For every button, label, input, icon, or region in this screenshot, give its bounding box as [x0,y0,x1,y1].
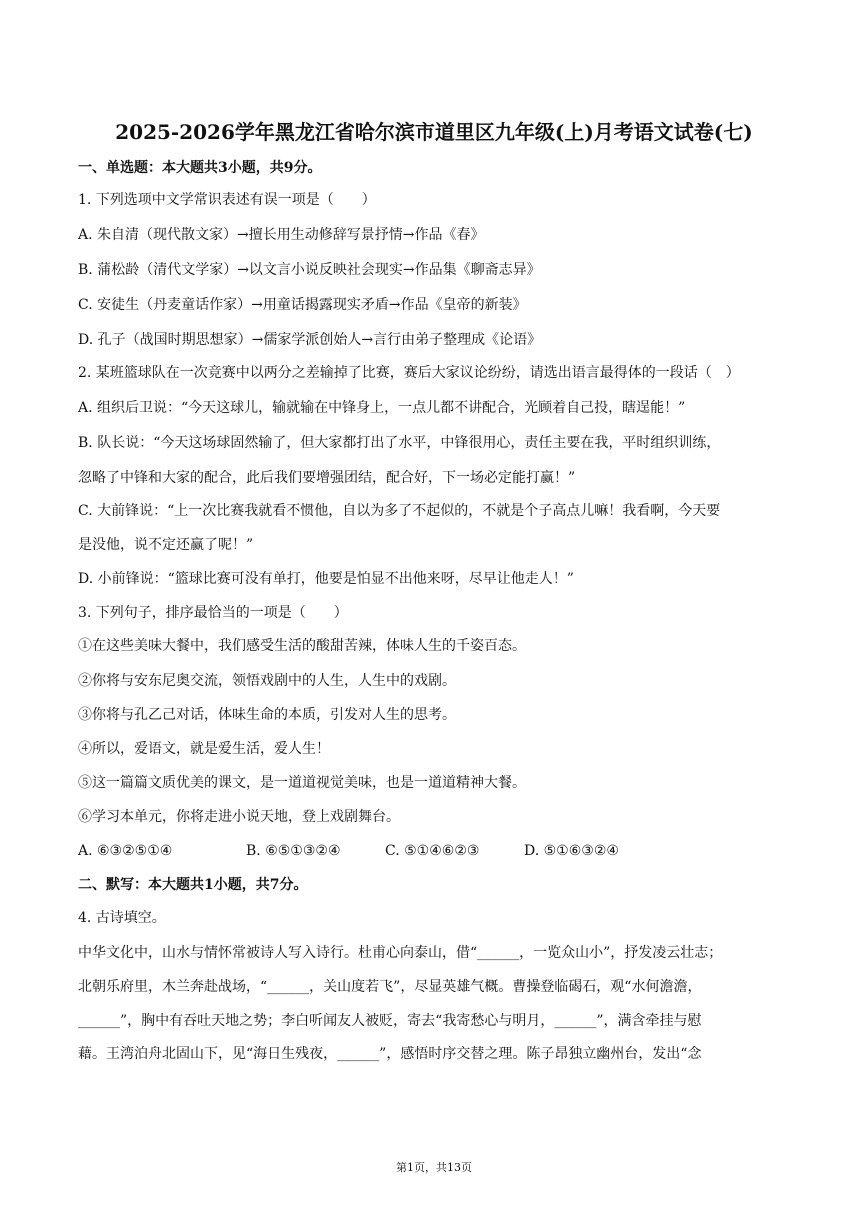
exam-title: 2025-2026学年黑龙江省哈尔滨市道里区九年级(上)月考语文试卷(七) [115,120,753,144]
question-2-option-c-line-2: 是没他，说不定还赢了呢！” [78,537,254,553]
question-3-sentence-4: ④所以，爱语文，就是爱生活，爱人生！ [78,741,330,757]
question-2-option-a: A. 组织后卫说：“今天这球儿，输就输在中锋身上，一点儿都不讲配合，光顾着自己投，瞎逞能！” [78,400,686,416]
question-2-option-b-line-2: 忽略了中锋和大家的配合，此后我们要增强团结，配合好，下一场必定能打赢！” [78,470,576,486]
question-3-option-c: C. ⑤①④⑥②③ [385,843,480,859]
question-3-option-d: D. ⑤①⑥③②④ [524,843,619,859]
question-1-stem: 1. 下列选项中文学常识表述有误一项是（ ） [78,192,376,208]
question-4-passage-line-1: 中华文化中，山水与情怀常被诗人写入诗行。杜甫心向泰山，借“______，一览众山小”，抒发凌云壮志； [78,945,723,961]
question-4-passage-line-2: 北朝乐府里，木兰奔赴战场，“______，关山度若飞”，尽显英雄气概。曹操登临碣石，观“水何澹澹， [78,979,702,995]
question-3-option-a: A. ⑥③②⑤①④ [78,843,173,859]
section-heading-dictation: 二、默写：本大题共1小题，共7分。 [78,877,308,893]
question-2-stem: 2. 某班篮球队在一次竞赛中以两分之差输掉了比赛，赛后大家议论纷纷，请选出语言最得体的一段话（ ） [78,365,740,381]
question-2-option-b-line-1: B. 队长说：“今天这场球固然输了，但大家都打出了水平，中锋很用心，责任主要在我，平时组织训练， [78,435,721,451]
question-3-stem: 3. 下列句子，排序最恰当的一项是（ ） [78,605,348,621]
question-3-sentence-2: ②你将与安东尼奥交流，领悟戏剧中的人生，人生中的戏剧。 [78,673,456,689]
section-heading-single-choice: 一、单选题：本大题共3小题，共9分。 [78,160,322,176]
question-4-passage-line-4: 藉。王湾泊舟北固山下，见“海日生残夜，______”，感悟时序交替之理。陈子昂独立幽州台，发出“念 [78,1046,702,1062]
page-number-footer: 第1页，共13页 [396,1161,472,1174]
question-4-stem: 4. 古诗填空。 [78,910,166,926]
question-4-passage-line-3: ______”，胸中有吞吐天地之势；李白听闻友人被贬，寄去“我寄愁心与明月，______”，满含牵挂与慰 [78,1013,702,1029]
question-3-sentence-3: ③你将与孔乙己对话，体味生命的本质，引发对人生的思考。 [78,707,456,723]
question-3-sentence-1: ①在这些美味大餐中，我们感受生活的酸甜苦辣，体味人生的千姿百态。 [78,638,526,654]
question-3-sentence-6: ⑥学习本单元，你将走进小说天地，登上戏剧舞台。 [78,809,400,825]
question-1-option-a: A. 朱自清（现代散文家）→擅长用生动修辞写景抒情→作品《春》 [78,227,485,243]
question-2-option-d: D. 小前锋说：“篮球比赛可没有单打，他要是怕显不出他来呀，尽早让他走人！” [78,571,574,587]
question-1-option-c: C. 安徒生（丹麦童话作家）→用童话揭露现实矛盾→作品《皇帝的新装》 [78,297,527,313]
question-3-sentence-5: ⑤这一篇篇文质优美的课文，是一道道视觉美味，也是一道道精神大餐。 [78,775,526,791]
question-3-option-b: B. ⑥⑤①③②④ [246,843,341,859]
question-1-option-d: D. 孔子（战国时期思想家）→儒家学派创始人→言行由弟子整理成《论语》 [78,332,542,348]
question-1-option-b: B. 蒲松龄（清代文学家）→以文言小说反映社会现实→作品集《聊斋志异》 [78,262,541,278]
question-2-option-c-line-1: C. 大前锋说：“上一次比赛我就看不惯他，自以为多了不起似的，不就是个子高点儿嘛！我看啊，今天要 [78,503,721,519]
